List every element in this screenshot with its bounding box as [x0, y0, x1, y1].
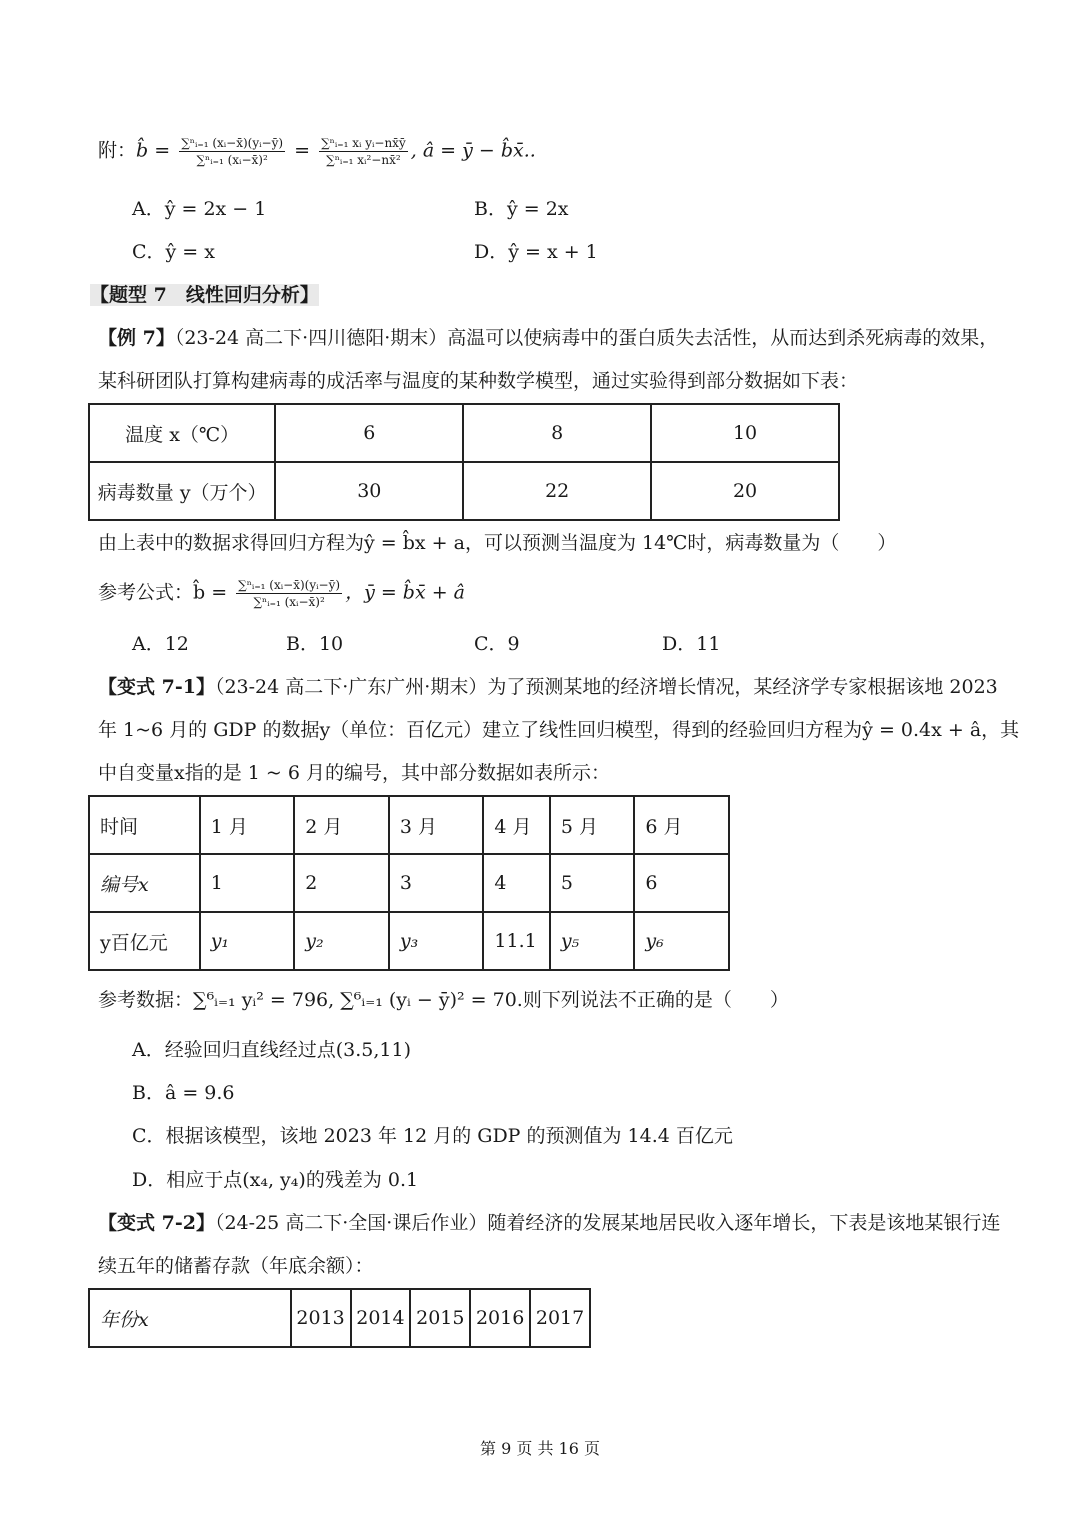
table-cell: y₂ [294, 912, 389, 970]
table-cell: y百亿元 [89, 912, 200, 970]
table-cell: 时间 [89, 796, 200, 854]
example7-line2: 某科研团队打算构建病毒的成活率与温度的某种数学模型，通过实验得到部分数据如下表： [98, 370, 859, 392]
table-row [89, 854, 729, 912]
table-cell: y₆ [634, 912, 729, 970]
ref-suffix: ，ȳ = b̂x̄ + â [345, 581, 466, 604]
fraction-2-denominator: ∑ⁿᵢ₌₁ xᵢ²−nx̄² [326, 153, 401, 167]
example7-table [88, 403, 840, 521]
table-cell: 年份x [89, 1289, 291, 1347]
table-cell: 30 [275, 462, 463, 520]
table-cell: 20 [651, 462, 839, 520]
section-heading [90, 282, 319, 308]
table-cell: 2017 [530, 1289, 590, 1347]
variant7-1-tag: 【变式 7-1】 [98, 676, 215, 698]
variant7-2-table [88, 1288, 591, 1348]
page-footer: 第 9 页 共 16 页 [480, 1439, 600, 1458]
variant7-2-line1 [98, 1210, 1000, 1236]
table-cell: 6 [634, 854, 729, 912]
variant7-1-reference-data: 参考数据：∑⁶ᵢ₌₁ yᵢ² = 796, ∑⁶ᵢ₌₁ (yᵢ − ȳ)² = 70.则下列说法不正确的是（ ） [98, 989, 789, 1011]
variant7-1-line2: 年 1~6 月的 GDP 的数据y（单位：百亿元）建立了线性回归模型，得到的经验回归方程为ŷ = 0.4x + â，其 [98, 719, 1020, 741]
example7-reference-formula [98, 578, 465, 609]
variant7-2-text1: （24-25 高二下·全国·课后作业）随着经济的发展某地居民收入逐年增长，下表是该地某银行连 [214, 1212, 1001, 1234]
q6-option-c: C．ŷ = x [132, 241, 215, 263]
example7-question: 由上表中的数据求得回归方程为ŷ = b̂x + a，可以预测当温度为 14℃时，病毒数量为（ ） [98, 532, 897, 554]
table-row [89, 462, 839, 520]
variant7-1-option-d: D．相应于点(x₄, y₄)的残差为 0.1 [132, 1169, 419, 1191]
variant7-2-line2: 续五年的储蓄存款（年底余额）： [98, 1255, 374, 1277]
example7-line1 [98, 325, 998, 351]
fraction-1 [179, 136, 285, 167]
table-cell: 3 [389, 854, 484, 912]
table-cell: 2015 [410, 1289, 470, 1347]
table-cell: 6 月 [634, 796, 729, 854]
fraction-1-denominator: ∑ⁿᵢ₌₁ (xᵢ−x̄)² [196, 153, 268, 167]
b-hat-symbol: b̂ [136, 139, 149, 162]
table-cell: 温度 x（℃） [89, 404, 275, 462]
q6-option-b: B．ŷ = 2x [474, 198, 569, 220]
a-hat-formula: , â = ȳ − b̂x̄.. [410, 139, 536, 162]
example7-text1: （23-24 高二下·四川德阳·期末）高温可以使病毒中的蛋白质失去活性，从而达到杀死病毒的效果， [174, 327, 999, 349]
table-cell: 病毒数量 y（万个） [89, 462, 275, 520]
variant7-1-option-b: B．â = 9.6 [132, 1082, 235, 1104]
table-row [89, 796, 729, 854]
q6-option-d: D．ŷ = x + 1 [474, 241, 598, 263]
ref-fraction-numerator: ∑ⁿᵢ₌₁ (xᵢ−x̄)(yᵢ−ȳ) [238, 578, 341, 592]
table-cell: 3 月 [389, 796, 484, 854]
table-row [89, 1289, 590, 1347]
table-cell: y₁ [200, 912, 295, 970]
appendix-prefix: 附： [98, 139, 137, 162]
variant7-2-tag: 【变式 7-2】 [98, 1212, 215, 1234]
q6-option-a: A．ŷ = 2x − 1 [132, 198, 267, 220]
table-cell: 5 [550, 854, 635, 912]
table-cell: 4 [483, 854, 549, 912]
table-cell: 11.1 [483, 912, 549, 970]
table-cell: 2 [294, 854, 389, 912]
fraction-1-numerator: ∑ⁿᵢ₌₁ (xᵢ−x̄)(yᵢ−ȳ) [181, 136, 284, 150]
variant7-1-line3: 中自变量x指的是 1 ~ 6 月的编号，其中部分数据如表所示： [98, 762, 610, 784]
table-cell: 2013 [291, 1289, 351, 1347]
table-cell: 8 [463, 404, 651, 462]
table-row [89, 404, 839, 462]
ref-fraction [236, 578, 342, 609]
table-cell: 1 月 [200, 796, 295, 854]
table-cell: 6 [275, 404, 463, 462]
example7-option-b: B．10 [286, 633, 344, 655]
example7-option-d: D．11 [662, 633, 721, 655]
variant7-1-option-c: C．根据该模型，该地 2023 年 12 月的 GDP 的预测值为 14.4 百亿元 [132, 1125, 733, 1147]
section-title: 【题型 7 线性回归分析】 [90, 284, 319, 306]
example7-option-a: A．12 [132, 633, 189, 655]
table-cell: 10 [651, 404, 839, 462]
variant7-1-table [88, 795, 730, 971]
table-cell: y₃ [389, 912, 484, 970]
table-cell: 编号x [89, 854, 200, 912]
table-cell: 4 月 [483, 796, 549, 854]
table-cell: y₅ [550, 912, 635, 970]
table-cell: 2014 [351, 1289, 411, 1347]
formula-appendix: 附：b̂ = $\frac{\text{∑ⁿᵢ₌₁ (xᵢ−x̄)(yᵢ−ȳ)}}{\text{∑ⁿᵢ₌₁ (xᵢ−x̄)²}}$ = $\frac{\text{∑ⁿᵢ₌₁ xᵢ yᵢ−nx̄ȳ}}{\text{∑ⁿᵢ₌₁ xᵢ²−nx̄²}}$ , â = ȳ − b̂x̄.. [98, 136, 536, 167]
table-cell: 1 [200, 854, 295, 912]
ref-fraction-denominator: ∑ⁿᵢ₌₁ (xᵢ−x̄)² [253, 595, 325, 609]
variant7-1-option-a: A．经验回归直线经过点(3.5,11) [132, 1039, 411, 1061]
variant7-1-line1 [98, 674, 998, 700]
table-cell: 5 月 [550, 796, 635, 854]
table-cell: 2 月 [294, 796, 389, 854]
example7-option-c: C．9 [474, 633, 520, 655]
table-cell: 2016 [470, 1289, 530, 1347]
example7-tag: 【例 7】 [98, 327, 175, 349]
fraction-2 [319, 136, 408, 167]
variant7-1-text1: （23-24 高二下·广东广州·期末）为了预测某地的经济增长情况，某经济学专家根据该地 2023 [214, 676, 998, 698]
table-row [89, 912, 729, 970]
ref-prefix: 参考公式：b̂ = [98, 581, 234, 604]
fraction-2-numerator: ∑ⁿᵢ₌₁ xᵢ yᵢ−nx̄ȳ [321, 136, 406, 150]
table-cell: 22 [463, 462, 651, 520]
